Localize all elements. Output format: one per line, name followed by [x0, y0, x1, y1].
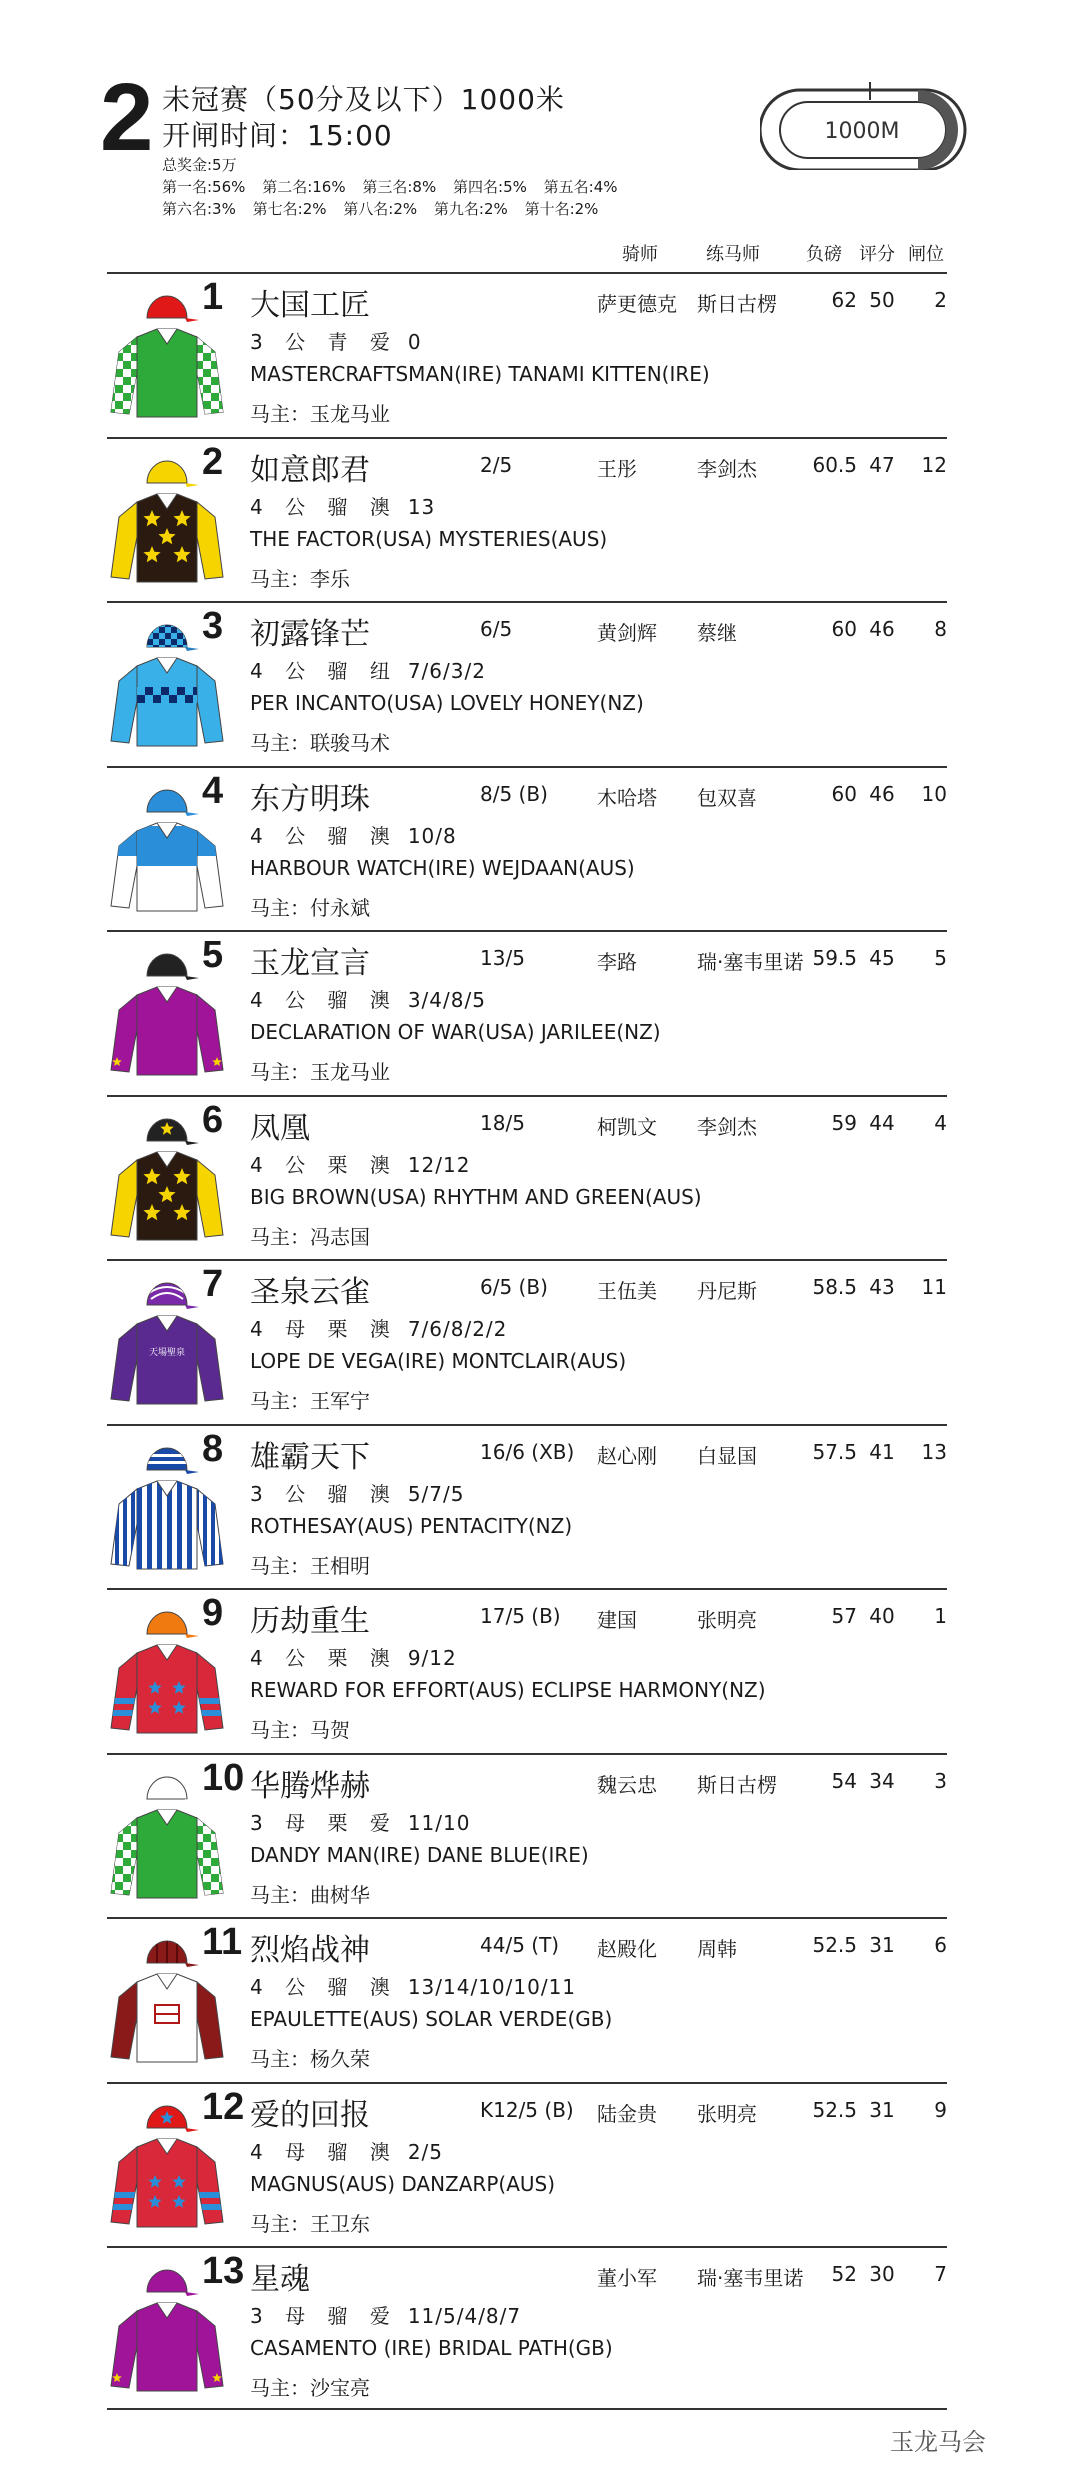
horse-name: 星魂	[250, 2262, 310, 2297]
jockey-name: 柯凯文	[597, 1114, 657, 1139]
sex: 母	[285, 1810, 314, 1835]
rating: 47	[869, 452, 895, 477]
origin: 澳	[369, 1152, 398, 1177]
age: 3	[250, 2304, 271, 2328]
horse-name: 历劫重生	[250, 1604, 370, 1639]
draw: 11	[921, 1275, 947, 1299]
odds: 6/5 (B)	[480, 1275, 548, 1299]
runner-number: 3	[202, 605, 224, 647]
rating: 45	[869, 946, 895, 970]
rating: 30	[869, 2262, 895, 2286]
odds: 44/5 (T)	[480, 1933, 560, 1957]
coat-color: 栗	[327, 1317, 356, 1341]
jockey-name: 黄剑辉	[597, 621, 657, 645]
col-rating: 评分	[859, 244, 895, 265]
owner: 马主：李乐	[250, 566, 350, 591]
weight: 57	[831, 1604, 857, 1628]
jockey-name: 萨更德克	[597, 292, 677, 316]
weight: 52.5	[812, 1933, 857, 1957]
horse-name: 凤凰	[250, 1110, 310, 1146]
origin: 澳	[369, 1646, 398, 1670]
horse-info	[250, 1642, 457, 1671]
horse-name: 初露锋芒	[250, 617, 370, 652]
age: 4	[250, 659, 271, 683]
weight: 60	[831, 781, 857, 806]
age: 4	[250, 1317, 271, 1341]
runner-number: 11	[202, 1921, 243, 1963]
prize-total: 总奖金:5万	[162, 156, 237, 174]
pedigree: BIG BROWN(USA) RHYTHM AND GREEN(AUS)	[250, 1184, 702, 1209]
prize-row-1	[162, 176, 630, 197]
rating: 46	[869, 617, 895, 641]
rating: 34	[869, 1768, 895, 1793]
coat-color: 栗	[327, 1152, 356, 1177]
sex: 母	[285, 1317, 314, 1341]
coat-color: 青	[327, 330, 356, 354]
runner-number: 6	[202, 1098, 224, 1141]
jockey-name: 木哈塔	[597, 785, 657, 810]
sex: 公	[285, 1152, 314, 1177]
trainer-name: 李剑杰	[697, 456, 757, 481]
trainer-name: 白显国	[697, 1443, 757, 1468]
horse-info	[250, 655, 486, 684]
odds: 6/5	[480, 617, 513, 641]
runner-number: 5	[202, 934, 224, 976]
jockey-name: 赵心刚	[597, 1443, 657, 1468]
origin: 澳	[369, 494, 398, 519]
coat-color: 骝	[327, 1975, 356, 1999]
prize-item: 第五名:4%	[543, 178, 618, 196]
coat-color: 栗	[327, 1810, 356, 1835]
rating: 31	[869, 1933, 895, 1957]
weight: 62	[831, 288, 857, 312]
prize-item: 第七名:2%	[252, 200, 327, 218]
runner-row	[107, 1588, 947, 1752]
recent-form: 2/5	[407, 2139, 443, 2164]
coat-color: 骝	[327, 659, 356, 683]
sex: 公	[285, 1646, 314, 1670]
owner: 马主：王相明	[250, 1553, 370, 1578]
weight: 60	[831, 617, 857, 641]
prize-item: 第九名:2%	[433, 200, 508, 218]
horse-info	[250, 1807, 470, 1836]
odds: 2/5	[480, 452, 513, 477]
weight: 60.5	[812, 452, 857, 477]
rating: 44	[869, 1110, 895, 1135]
odds: 8/5 (B)	[480, 781, 548, 806]
pedigree: MASTERCRAFTSMAN(IRE) TANAMI KITTEN(IRE)	[250, 362, 710, 386]
weight: 59	[831, 1110, 857, 1135]
runner-number: 12	[202, 2085, 245, 2128]
sex: 公	[285, 1975, 314, 1999]
owner: 马主：曲树华	[250, 1882, 370, 1907]
origin: 澳	[369, 823, 398, 848]
age: 3	[250, 330, 271, 354]
pedigree: MAGNUS(AUS) DANZARP(AUS)	[250, 2171, 556, 2196]
sex: 公	[285, 1481, 314, 1506]
origin: 澳	[369, 1975, 398, 1999]
rating: 31	[869, 2097, 895, 2122]
race-title: 未冠赛（50分及以下）1000米	[162, 83, 565, 116]
recent-form: 11/10	[407, 1810, 471, 1835]
prize-item: 第四名:5%	[453, 178, 527, 196]
age: 4	[250, 1646, 271, 1670]
runner-number: 10	[202, 1756, 245, 1799]
prize-item: 第十名:2%	[524, 200, 599, 218]
pedigree: LOPE DE VEGA(IRE) MONTCLAIR(AUS)	[250, 1349, 627, 1373]
jockey-name: 董小军	[597, 2266, 657, 2290]
runner-row	[107, 1259, 947, 1423]
trainer-name: 张明亮	[697, 2101, 757, 2126]
runner-row	[107, 437, 947, 601]
jockey-name: 魏云忠	[597, 1772, 657, 1797]
owner: 马主：玉龙马业	[250, 402, 390, 426]
odds: 16/6 (XB)	[480, 1439, 575, 1464]
race-header	[100, 64, 970, 250]
prize-row-2	[162, 198, 610, 219]
runner-number: 9	[202, 1592, 224, 1634]
recent-form: 13/14/10/10/11	[407, 1975, 577, 1999]
draw: 1	[934, 1604, 947, 1628]
recent-form: 5/7/5	[407, 1481, 465, 1506]
draw: 6	[934, 1933, 947, 1957]
sex: 公	[285, 823, 314, 848]
weight: 57.5	[812, 1439, 857, 1464]
odds: 18/5	[480, 1110, 525, 1135]
sex: 母	[285, 2304, 314, 2328]
recent-form: 7/6/8/2/2	[407, 1317, 508, 1341]
col-draw: 闸位	[908, 244, 944, 265]
col-weight: 负磅	[806, 244, 842, 265]
horse-info	[250, 820, 457, 849]
owner: 马主：玉龙马业	[250, 1060, 390, 1084]
coat-color: 骝	[327, 494, 356, 519]
origin: 澳	[369, 2139, 398, 2164]
horse-info	[250, 984, 486, 1013]
horse-name: 烈焰战神	[250, 1933, 370, 1968]
odds: 13/5	[480, 946, 525, 970]
runner-row	[107, 766, 947, 930]
column-headers	[0, 240, 1080, 266]
pedigree: ROTHESAY(AUS) PENTACITY(NZ)	[250, 1513, 573, 1538]
prize-item: 第一名:56%	[162, 178, 246, 196]
horse-info	[250, 1478, 464, 1507]
horse-name: 大国工匠	[250, 288, 370, 323]
recent-form: 12/12	[407, 1152, 471, 1177]
pedigree: REWARD FOR EFFORT(AUS) ECLIPSE HARMONY(NZ)	[250, 1678, 766, 1702]
sex: 公	[285, 494, 314, 519]
runner-row	[107, 1095, 947, 1259]
pedigree: DANDY MAN(IRE) DANE BLUE(IRE)	[250, 1842, 589, 1867]
horse-name: 玉龙宣言	[250, 946, 370, 981]
runner-row	[107, 601, 947, 765]
draw: 2	[934, 288, 947, 312]
horse-info	[250, 491, 435, 520]
owner: 马主：付永斌	[250, 895, 370, 920]
draw: 9	[934, 2097, 947, 2122]
age: 4	[250, 823, 271, 848]
recent-form: 13	[407, 494, 436, 519]
age: 3	[250, 1481, 271, 1506]
sex: 公	[285, 659, 314, 683]
col-trainer: 练马师	[706, 244, 760, 265]
weight: 52	[831, 2262, 857, 2286]
rating: 40	[869, 1604, 895, 1628]
owner: 马主：王军宁	[250, 1389, 370, 1413]
pedigree: THE FACTOR(USA) MYSTERIES(AUS)	[250, 526, 608, 551]
draw: 13	[921, 1439, 947, 1464]
age: 3	[250, 1810, 271, 1835]
recent-form: 9/12	[407, 1646, 457, 1670]
draw: 4	[934, 1110, 947, 1135]
weight: 59.5	[812, 946, 857, 970]
origin: 爱	[369, 330, 398, 354]
jockey-name: 陆金贵	[597, 2101, 657, 2126]
trainer-name: 周韩	[697, 1937, 737, 1961]
owner: 马主：马贺	[250, 1718, 350, 1742]
trainer-name: 丹尼斯	[697, 1279, 757, 1303]
runner-row	[107, 1753, 947, 1917]
trainer-name: 瑞·塞韦里诺	[697, 950, 804, 974]
age: 4	[250, 2139, 271, 2164]
draw: 12	[921, 452, 947, 477]
runner-number: 4	[202, 769, 224, 812]
trainer-name: 斯日古楞	[697, 1772, 777, 1797]
origin: 纽	[369, 659, 398, 683]
owner: 马主：王卫东	[250, 2211, 370, 2236]
horse-name: 爱的回报	[250, 2097, 370, 2133]
jockey-name: 王伍美	[597, 1279, 657, 1303]
runner-row	[107, 2246, 947, 2410]
sex: 母	[285, 2139, 314, 2164]
prize-item: 第八名:2%	[343, 200, 418, 218]
origin: 爱	[369, 1810, 398, 1835]
recent-form: 3/4/8/5	[407, 988, 486, 1012]
coat-color: 骝	[327, 2304, 356, 2328]
sex: 公	[285, 330, 314, 354]
trainer-name: 包双喜	[697, 785, 757, 810]
jockey-name: 王彤	[597, 456, 637, 481]
pedigree: EPAULETTE(AUS) SOLAR VERDE(GB)	[250, 2007, 613, 2031]
jockey-name: 建国	[597, 1608, 637, 1632]
weight: 52.5	[812, 2097, 857, 2122]
horse-name: 如意郎君	[250, 452, 370, 488]
draw: 7	[934, 2262, 947, 2286]
jockey-name: 李路	[597, 950, 637, 974]
trainer-name: 蔡继	[697, 621, 737, 645]
horse-info	[250, 1971, 576, 2000]
owner: 马主：杨久荣	[250, 2047, 370, 2071]
origin: 爱	[369, 2304, 398, 2328]
recent-form: 10/8	[407, 823, 457, 848]
track-distance-label: 1000M	[824, 119, 900, 144]
trainer-name: 斯日古楞	[697, 292, 777, 316]
runner-number: 2	[202, 440, 224, 483]
trainer-name: 瑞·塞韦里诺	[697, 2266, 804, 2290]
jockey-name: 赵殿化	[597, 1937, 657, 1961]
runner-number: 7	[202, 1263, 224, 1305]
pedigree: CASAMENTO (IRE) BRIDAL PATH(GB)	[250, 2336, 613, 2360]
runner-number: 1	[202, 276, 224, 318]
runner-row	[107, 1424, 947, 1588]
owner: 马主：沙宝亮	[250, 2376, 370, 2400]
runner-row	[107, 2082, 947, 2246]
horse-info	[250, 2136, 443, 2165]
draw: 8	[934, 617, 947, 641]
track-diagram	[760, 80, 970, 170]
odds: 17/5 (B)	[480, 1604, 561, 1628]
coat-color: 栗	[327, 1646, 356, 1670]
runner-row	[107, 930, 947, 1094]
horse-name: 圣泉云雀	[250, 1275, 370, 1310]
origin: 澳	[369, 1317, 398, 1341]
runner-number: 8	[202, 1427, 224, 1470]
owner: 马主：冯志国	[250, 1224, 370, 1249]
brand-watermark: 玉龙马会	[890, 2428, 986, 2456]
prize-item: 第六名:3%	[162, 200, 236, 218]
rating: 43	[869, 1275, 895, 1299]
draw: 10	[921, 781, 947, 806]
weight: 54	[831, 1768, 857, 1793]
runner-row	[107, 1917, 947, 2081]
horse-name: 华腾烨赫	[250, 1768, 370, 1804]
draw: 5	[934, 946, 947, 970]
horse-info	[250, 2300, 521, 2329]
owner: 马主：联骏马术	[250, 731, 390, 755]
race-number: 2	[100, 64, 154, 171]
horse-info	[250, 1149, 470, 1178]
origin: 澳	[369, 988, 398, 1012]
trainer-name: 张明亮	[697, 1608, 757, 1632]
pedigree: PER INCANTO(USA) LOVELY HONEY(NZ)	[250, 691, 644, 715]
svg-text:天場聖泉: 天場聖泉	[148, 1348, 186, 1358]
recent-form: 0	[407, 330, 422, 354]
age: 4	[250, 494, 271, 519]
rating: 41	[869, 1439, 895, 1464]
age: 4	[250, 1975, 271, 1999]
coat-color: 骝	[327, 988, 356, 1012]
race-start-time: 开闸时间：15:00	[162, 119, 393, 152]
weight: 58.5	[812, 1275, 857, 1299]
age: 4	[250, 988, 271, 1012]
recent-form: 11/5/4/8/7	[407, 2304, 522, 2328]
rating: 50	[869, 288, 895, 312]
recent-form: 7/6/3/2	[407, 659, 486, 683]
horse-name: 东方明珠	[250, 781, 370, 817]
runner-number: 13	[202, 2250, 245, 2292]
rating: 46	[869, 781, 895, 806]
horse-name: 雄霸天下	[250, 1439, 370, 1475]
runner-row	[107, 272, 947, 436]
sex: 公	[285, 988, 314, 1012]
coat-color: 骝	[327, 823, 356, 848]
horse-info	[250, 1313, 507, 1342]
odds: K12/5 (B)	[480, 2097, 574, 2122]
trainer-name: 李剑杰	[697, 1114, 757, 1139]
coat-color: 骝	[327, 1481, 356, 1506]
pedigree: DECLARATION OF WAR(USA) JARILEE(NZ)	[250, 1020, 661, 1044]
pedigree: HARBOUR WATCH(IRE) WEJDAAN(AUS)	[250, 855, 635, 880]
coat-color: 骝	[327, 2139, 356, 2164]
draw: 3	[934, 1768, 947, 1793]
col-jockey: 骑师	[622, 244, 658, 265]
origin: 澳	[369, 1481, 398, 1506]
horse-info	[250, 326, 422, 355]
prize-item: 第三名:8%	[362, 178, 437, 196]
prize-item: 第二名:16%	[262, 178, 346, 196]
age: 4	[250, 1152, 271, 1177]
